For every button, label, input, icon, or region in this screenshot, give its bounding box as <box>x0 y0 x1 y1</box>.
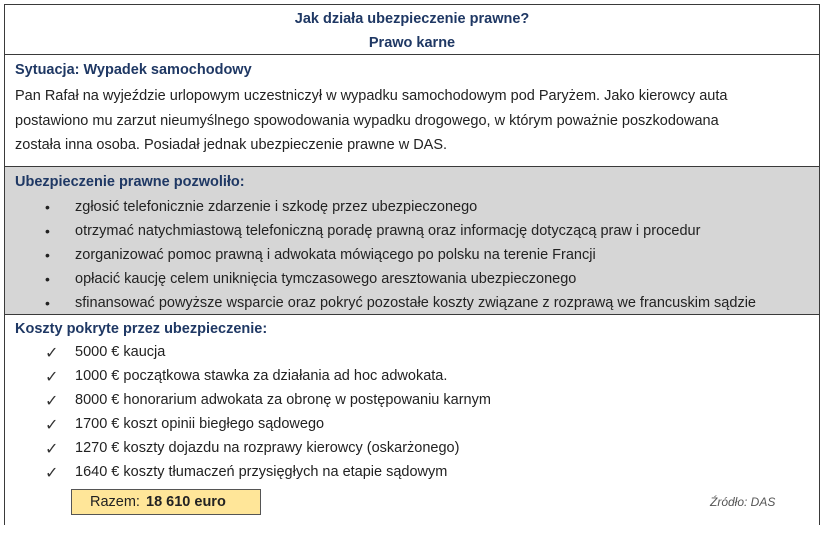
list-item <box>5 342 819 366</box>
check-icon: ✓ <box>45 391 59 410</box>
situation-section <box>5 55 819 167</box>
list-item-text: otrzymać natychmiastową telefoniczną poradę prawną oraz informację dotyczącą praw i procedur <box>75 223 701 239</box>
cost-item-text: 8000 € honorarium adwokata za obronę w postępowaniu karnym <box>75 392 491 408</box>
situation-title: Sytuacja: Wypadek samochodowy <box>15 62 252 78</box>
check-icon: ✓ <box>45 367 59 386</box>
cost-item-text: 1270 € koszty dojazdu na rozprawy kierowcy (oskarżonego) <box>75 440 460 456</box>
bullet-icon: • <box>45 199 50 215</box>
situation-text <box>15 84 810 158</box>
cost-item-text: 5000 € kaucja <box>75 344 166 360</box>
list-item <box>5 462 819 486</box>
check-icon: ✓ <box>45 415 59 434</box>
list-item <box>5 245 819 269</box>
cost-item-text: 1640 € koszty tłumaczeń przysięgłych na etapie sądowym <box>75 464 448 480</box>
list-item <box>5 197 819 221</box>
allowed-section <box>5 167 819 315</box>
total-label: Razem: <box>90 494 140 510</box>
bullet-icon: • <box>45 271 50 287</box>
allowed-title: Ubezpieczenie prawne pozwoliło: <box>15 174 245 190</box>
costs-section <box>5 315 819 525</box>
page-subtitle: Prawo karne <box>368 35 456 51</box>
situation-line: Pan Rafał na wyjeździe urlopowym uczestniczył w wypadku samochodowym pod Paryżem. Jako kierowcy auta <box>15 88 728 104</box>
bullet-icon: • <box>45 223 50 239</box>
list-item-text: sfinansować powyższe wsparcie oraz pokryć pozostałe koszty związane z rozprawą we francuskim sądzie <box>75 295 756 311</box>
source-note: Źródło: DAS <box>710 495 776 509</box>
bullet-icon: • <box>45 247 50 263</box>
situation-line: została inna osoba. Posiadał jednak ubezpieczenie prawne w DAS. <box>15 137 448 153</box>
list-item <box>5 390 819 414</box>
situation-line: postawiono mu zarzut nieumyślnego spowodowania wypadku drogowego, w którym poważnie poszkodowana <box>15 112 719 129</box>
list-item-text: zorganizować pomoc prawną i adwokata mówiącego po polsku na terenie Francji <box>75 247 596 263</box>
bullet-icon: • <box>45 295 50 311</box>
total-value: 18 610 euro <box>146 494 226 510</box>
list-item <box>5 366 819 390</box>
table-header <box>5 5 819 55</box>
info-table <box>4 4 820 525</box>
check-icon: ✓ <box>45 439 59 458</box>
list-item <box>5 293 819 317</box>
total-box <box>71 489 261 515</box>
list-item-text: zgłosić telefonicznie zdarzenie i szkodę przez ubezpieczonego <box>75 199 478 215</box>
list-item <box>5 414 819 438</box>
list-item <box>5 438 819 462</box>
list-item-text: opłacić kaucję celem uniknięcia tymczasowego aresztowania ubezpieczonego <box>75 271 577 287</box>
costs-title: Koszty pokryte przez ubezpieczenie: <box>15 321 268 337</box>
check-icon: ✓ <box>45 343 59 362</box>
list-item <box>5 269 819 293</box>
check-icon: ✓ <box>45 463 59 482</box>
page-title: Jak działa ubezpieczenie prawne? <box>294 11 530 27</box>
list-item <box>5 221 819 245</box>
cost-item-text: 1700 € koszt opinii biegłego sądowego <box>75 416 325 432</box>
cost-item-text: 1000 € początkowa stawka za działania ad hoc adwokata. <box>75 368 448 384</box>
